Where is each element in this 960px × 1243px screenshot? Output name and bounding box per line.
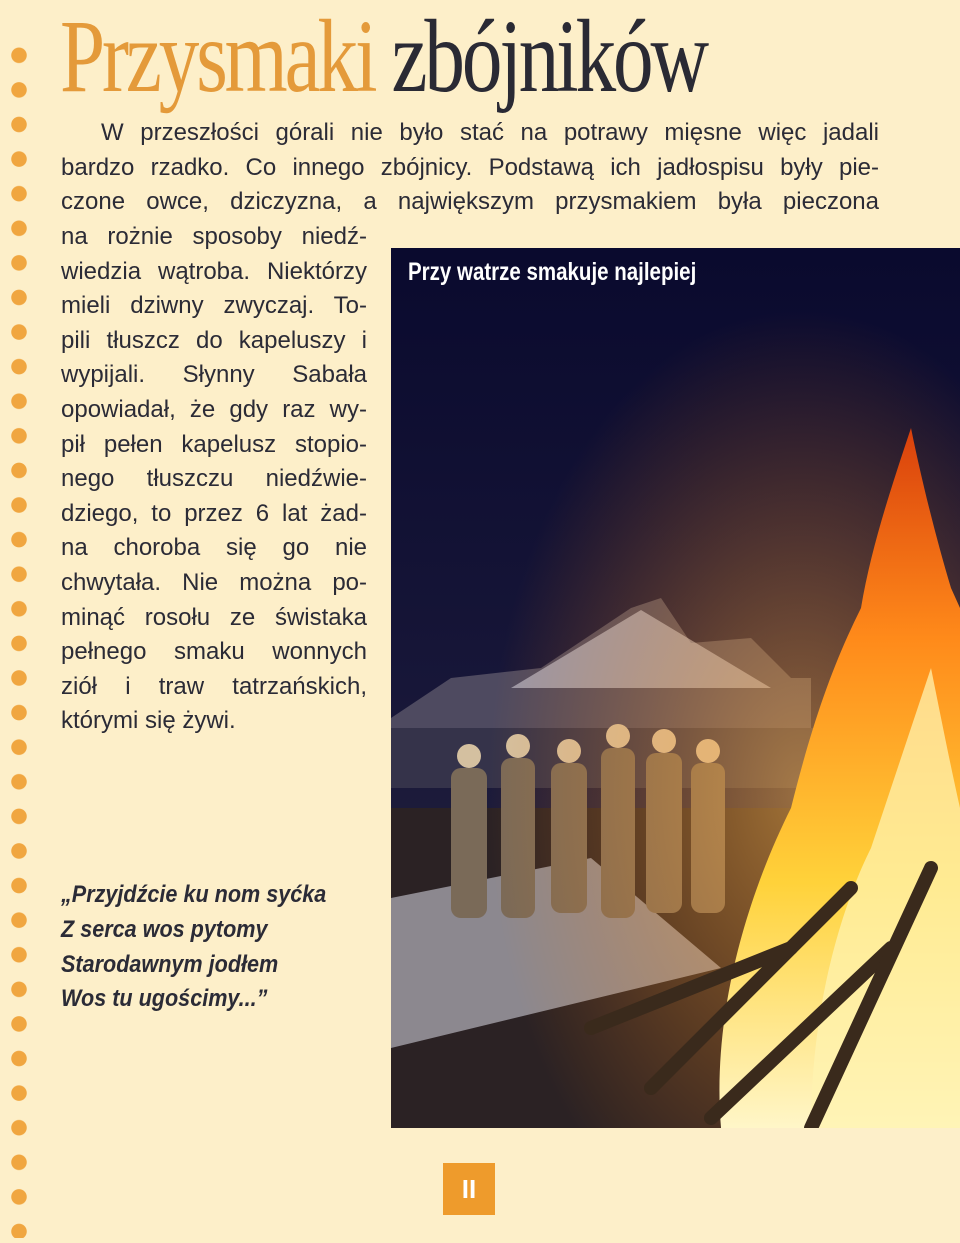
title-word-1: Przysmaki	[60, 0, 375, 114]
intro-line: bardzo rzadko. Co innego zbójnicy. Podstawą ich jadłospisu były pie-	[61, 153, 879, 181]
column-line: mieli dziwny zwyczaj. To-	[61, 292, 367, 320]
bonfire-photo	[391, 248, 960, 1128]
verse-line: Starodawnym jodłem	[61, 950, 279, 978]
body-column	[61, 220, 367, 739]
page-number-badge: II	[443, 1163, 495, 1215]
column-line: opowiadał, że gdy raz wy-	[61, 395, 367, 423]
page-title	[60, 2, 706, 112]
intro-line: czone owce, dziczyzna, a największym przysmakiem była pieczona	[61, 188, 879, 216]
intro-paragraph	[61, 116, 879, 220]
column-line: na choroba się go nie	[61, 534, 367, 562]
column-line: wypijali. Słynny Sabała	[61, 361, 367, 389]
verse-line: „Przyjdźcie ku nom syćka	[61, 881, 327, 908]
folk-verse	[61, 878, 326, 1017]
dotted-border-decoration	[10, 38, 28, 1238]
column-line: nego tłuszczu niedźwie-	[61, 465, 367, 493]
column-line: chwytała. Nie można po-	[61, 568, 367, 596]
verse-line: Wos tu ugościmy...”	[61, 985, 268, 1013]
column-line: pełnego smaku wonnych	[61, 638, 367, 666]
bonfire-illustration	[391, 248, 960, 1128]
column-line: minąć rosołu ze świstaka	[61, 603, 367, 631]
column-line: którymi się żywi.	[61, 707, 236, 735]
column-line: dziego, to przez 6 lat żad-	[61, 499, 367, 527]
photo-caption: Przy watrze smakuje najlepiej	[408, 258, 697, 286]
verse-line: Z serca wos pytomy	[61, 915, 268, 943]
column-line: ziół i traw tatrzańskich,	[61, 672, 367, 700]
column-line: wiedzia wątroba. Niektórzy	[61, 257, 367, 285]
title-word-2: zbójników	[391, 0, 706, 114]
intro-line: W przeszłości górali nie było stać na potrawy mięsne więc jadali	[101, 119, 879, 146]
column-line: pili tłuszcz do kapeluszy i	[61, 326, 367, 354]
column-line: pił pełen kapelusz stopio-	[61, 430, 367, 458]
column-line: na rożnie sposoby niedź-	[61, 223, 367, 250]
